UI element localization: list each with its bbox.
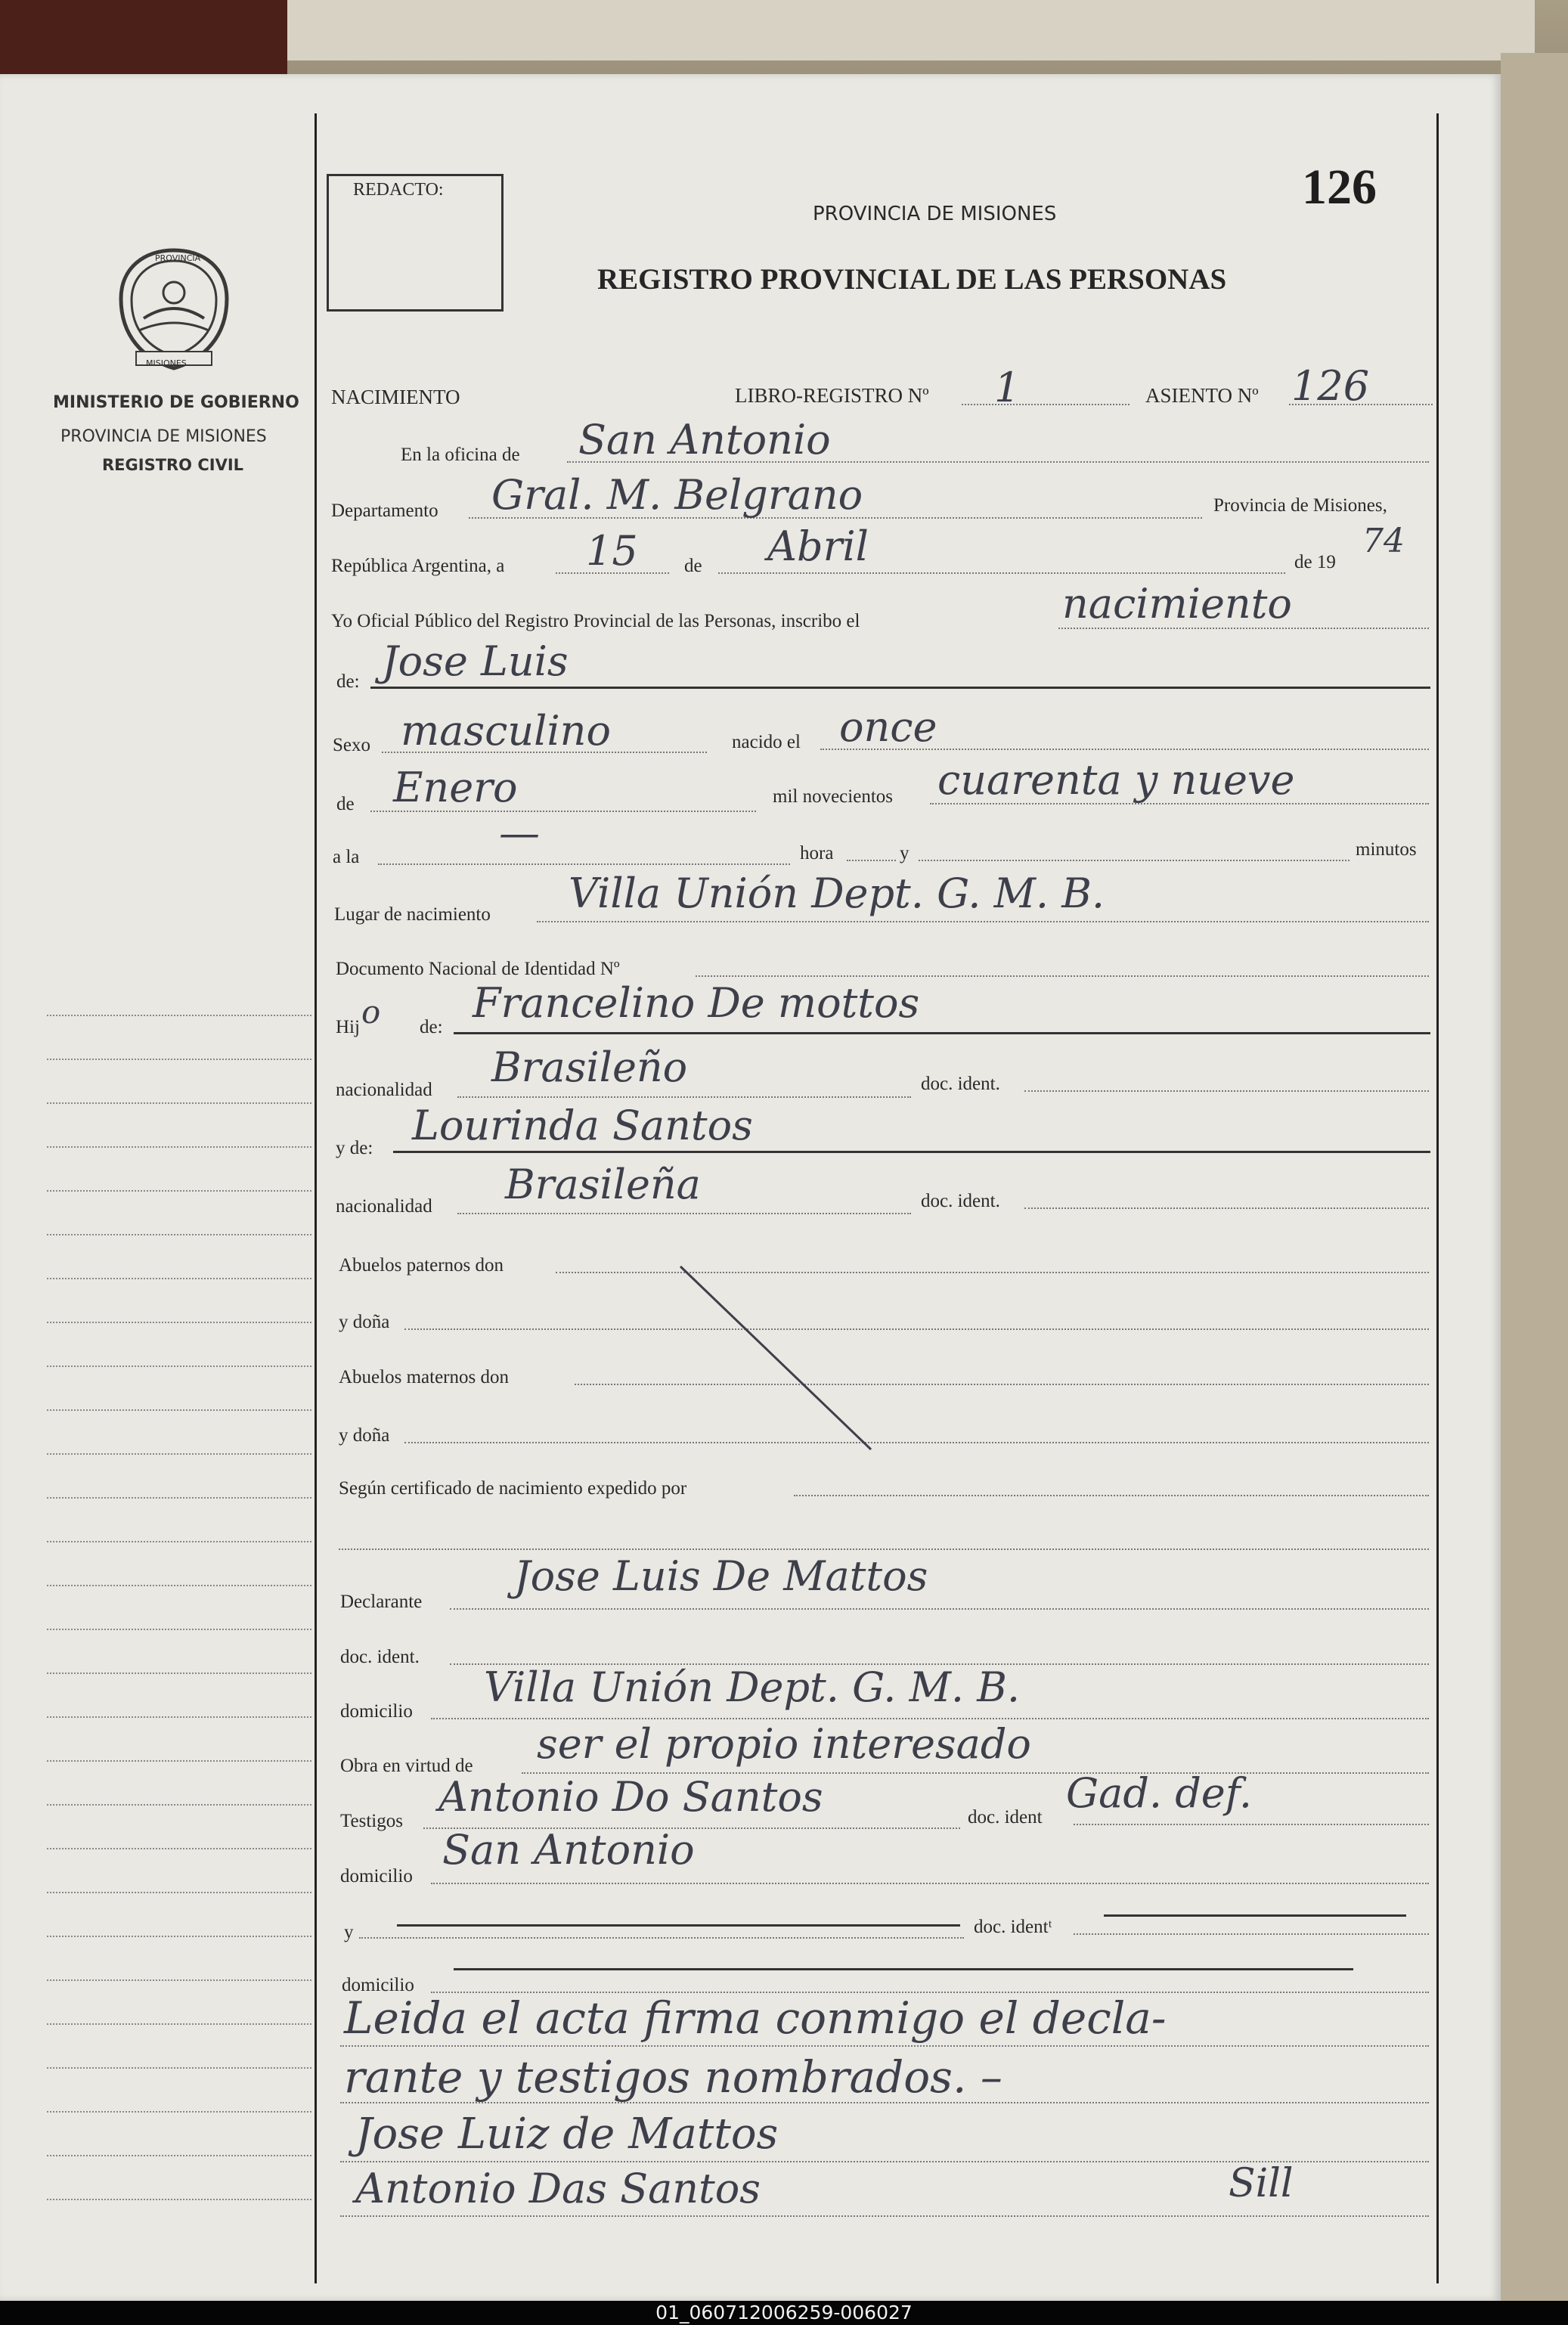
testigo-domicilio-line (431, 1883, 1429, 1884)
margin-note-line (47, 1322, 311, 1323)
nacionalidad-madre-label: nacionalidad (336, 1196, 432, 1217)
margin-note-line (47, 1366, 311, 1367)
margin-note-line (47, 1190, 311, 1192)
abuela-materna-line (404, 1442, 1429, 1443)
margin-note-line (47, 1102, 311, 1104)
mes-line (718, 572, 1285, 574)
margin-note-line (47, 2155, 311, 2156)
madre-label: y de: (336, 1138, 373, 1158)
obra-label: Obra en virtud de (340, 1756, 473, 1776)
section-nacimiento: NACIMIENTO (331, 386, 460, 408)
registry-title: REGISTRO PROVINCIAL DE LAS PERSONAS (597, 263, 1227, 296)
seal-text-top: PROVINCIA (155, 253, 201, 263)
yo-oficial-label: Yo Oficial Público del Registro Provincial de las Personas, inscribo el (331, 611, 860, 631)
signature-testigo: Antonio Das Santos (355, 2165, 761, 2212)
abuelos-maternos-label: Abuelos maternos don (339, 1367, 509, 1387)
signature-rule-2 (340, 2215, 1429, 2217)
declarante-domicilio-line (431, 1718, 1429, 1719)
testigo-domicilio-label: domicilio (340, 1866, 413, 1886)
hij-letter: o (361, 994, 381, 1031)
oficina-value: San Antonio (578, 416, 831, 463)
signature-oficial: Sill (1229, 2161, 1294, 2206)
mes-nac-label: de (336, 794, 355, 814)
margin-note-line (47, 1146, 311, 1148)
nacionalidad-padre-value: Brasileño (491, 1043, 688, 1091)
y-label: y (900, 843, 910, 863)
minutos-line (919, 860, 1350, 861)
obra-value: ser el propio interesado (537, 1720, 1031, 1768)
hij-label: Hij (336, 1017, 360, 1037)
testigo-value: Antonio Do Santos (438, 1773, 823, 1821)
book-cover-corner (0, 0, 287, 83)
margin-note-line (47, 1497, 311, 1499)
margin-note-line (47, 1015, 311, 1016)
declarante-label: Declarante (340, 1592, 423, 1612)
acto-value: nacimiento (1062, 580, 1292, 628)
margin-note-line (47, 1409, 311, 1411)
hora-dash: — (499, 809, 540, 857)
closing-line-2-rule (340, 2102, 1429, 2103)
abuela-paterna-label: y doña (339, 1312, 390, 1332)
province-heading: PROVINCIA DE MISIONES (813, 203, 1057, 225)
margin-note-line (47, 2067, 311, 2069)
margin-note-line (47, 1234, 311, 1235)
de-19-label: de 19 (1294, 552, 1336, 572)
margin-note-line (47, 1672, 311, 1674)
mes-value: Abril (767, 522, 869, 570)
asiento-value: 126 (1291, 362, 1370, 410)
padre-label: de: (420, 1017, 443, 1037)
doc-ident-padre-label: doc. ident. (921, 1074, 1000, 1094)
anio-value: 74 (1362, 522, 1405, 560)
documento-label: Documento Nacional de Identidad Nº (336, 959, 620, 979)
nombre-label: de: (336, 671, 360, 692)
dia-value: 15 (586, 527, 638, 575)
testigo-doc-label: doc. ident (968, 1807, 1043, 1827)
segun-line (794, 1495, 1429, 1496)
seal-text-bottom: MISIONES (146, 358, 187, 368)
margin-note-line (47, 1892, 311, 1893)
book-cover-edge (287, 0, 1535, 60)
page-number: 126 (1302, 160, 1377, 215)
libro-registro-value: 1 (994, 364, 1021, 411)
testigos-label: Testigos (340, 1811, 403, 1831)
ministry-line-2: PROVINCIA DE MISIONES (60, 427, 267, 446)
testigo-2-doc-label: doc. identᵗ (974, 1917, 1052, 1937)
a-la-label: a la (333, 847, 360, 867)
minutos-label: minutos (1356, 839, 1417, 860)
anio-nac-value: cuarenta y nueve (937, 756, 1295, 804)
margin-note-line (47, 1059, 311, 1060)
segun-line-2 (339, 1548, 1429, 1550)
testigo-doc-value: Gad. def. (1066, 1769, 1252, 1817)
margin-note-line (47, 1804, 311, 1806)
margin-note-line (47, 1629, 311, 1630)
mil-novecientos-label: mil novecientos (773, 786, 893, 807)
nacido-el-value: once (839, 703, 937, 751)
declarante-domicilio-label: domicilio (340, 1701, 413, 1722)
closing-line-2: rante y testigos nombrados. – (344, 2051, 1002, 2103)
signature-declarante: Jose Luiz de Mattos (355, 2110, 779, 2159)
testigo-2-doc-strike (1104, 1914, 1406, 1917)
margin-note-line (47, 2023, 311, 2025)
asiento-label: ASIENTO Nº (1145, 384, 1259, 407)
margin-note-line (47, 1278, 311, 1279)
margin-note-line (47, 1716, 311, 1718)
doc-ident-madre-label: doc. ident. (921, 1191, 1000, 1211)
nacionalidad-madre-line (457, 1213, 911, 1214)
mes-nac-value: Enero (393, 764, 518, 811)
ministry-line-1: MINISTERIO DE GOBIERNO (53, 393, 299, 412)
margin-note-line (47, 1541, 311, 1542)
declarante-line (450, 1608, 1429, 1610)
segun-label: Según certificado de nacimiento expedido por (339, 1478, 687, 1499)
declarante-value: Jose Luis De Mattos (514, 1552, 928, 1600)
nacido-el-label: nacido el (732, 732, 801, 752)
testigo-2-domicilio-label: domicilio (342, 1975, 414, 1995)
ministry-line-3: REGISTRO CIVIL (102, 456, 244, 474)
provincia-misiones-label: Provincia de Misiones, (1213, 495, 1387, 516)
margin-rule-left (315, 113, 317, 2283)
declarante-doc-label: doc. ident. (340, 1647, 420, 1667)
provincial-seal-icon (113, 246, 234, 374)
republica-label: República Argentina, a (331, 556, 505, 576)
padre-value: Francelino De mottos (473, 979, 920, 1027)
margin-note-line (47, 1979, 311, 1981)
departamento-value: Gral. M. Belgrano (491, 471, 863, 519)
book-spine-right (1501, 53, 1568, 2302)
nacionalidad-madre-value: Brasileña (505, 1161, 701, 1208)
abuela-materna-label: y doña (339, 1425, 390, 1446)
closing-line-1: Leida el acta firma conmigo el decla- (344, 1992, 1167, 2044)
sexo-value: masculino (401, 707, 611, 755)
libro-registro-label: LIBRO-REGISTRO Nº (735, 384, 929, 407)
testigo-2-label: y (344, 1922, 354, 1942)
nacionalidad-padre-line (457, 1096, 911, 1098)
testigo-2-domicilio-strike (454, 1968, 1353, 1970)
madre-value: Lourinda Santos (412, 1102, 753, 1149)
testigo-domicilio-value: San Antonio (442, 1826, 695, 1874)
de-label: de (684, 556, 702, 576)
image-caption: 01_060712006259-006027 (0, 2301, 1568, 2325)
testigo-2-strike (397, 1924, 960, 1927)
departamento-label: Departamento (331, 501, 438, 521)
a-la-line (378, 863, 790, 865)
closing-line-1-rule (340, 2045, 1429, 2047)
margin-note-line (47, 1760, 311, 1762)
nombre-line (370, 687, 1430, 689)
redacto-label: REDACTO: (353, 180, 444, 200)
documento-line (696, 975, 1429, 977)
nacionalidad-padre-label: nacionalidad (336, 1080, 432, 1100)
abuelos-paternos-label: Abuelos paternos don (339, 1255, 504, 1276)
acto-line (1058, 628, 1429, 629)
padre-line (454, 1032, 1430, 1034)
lugar-line (537, 921, 1429, 922)
margin-note-line (47, 2199, 311, 2200)
testigo-doc-line (1074, 1824, 1429, 1825)
margin-note-line (47, 1848, 311, 1849)
doc-ident-madre-line (1024, 1207, 1429, 1209)
cancel-strike-mark (673, 1259, 877, 1455)
testigo-2-doc-line (1074, 1933, 1429, 1935)
oficina-label: En la oficina de (401, 445, 520, 465)
declarante-domicilio-value: Villa Unión Dept. G. M. B. (484, 1663, 1021, 1711)
margin-rule-right (1436, 113, 1439, 2283)
nombre-value: Jose Luis (382, 637, 569, 685)
lugar-label: Lugar de nacimiento (334, 904, 491, 925)
abuela-paterna-line (404, 1328, 1429, 1330)
hora-label: hora (800, 843, 834, 863)
margin-note-line (47, 1585, 311, 1586)
hora-line (847, 860, 896, 861)
madre-line (393, 1151, 1430, 1153)
sexo-label: Sexo (333, 735, 370, 755)
testigo-2-line (359, 1937, 964, 1939)
libro-registro-line (962, 404, 1130, 405)
doc-ident-padre-line (1024, 1090, 1429, 1092)
margin-note-line (47, 1936, 311, 1937)
lugar-value: Villa Unión Dept. G. M. B. (569, 870, 1105, 917)
margin-note-line (47, 2111, 311, 2113)
margin-note-line (47, 1453, 311, 1455)
